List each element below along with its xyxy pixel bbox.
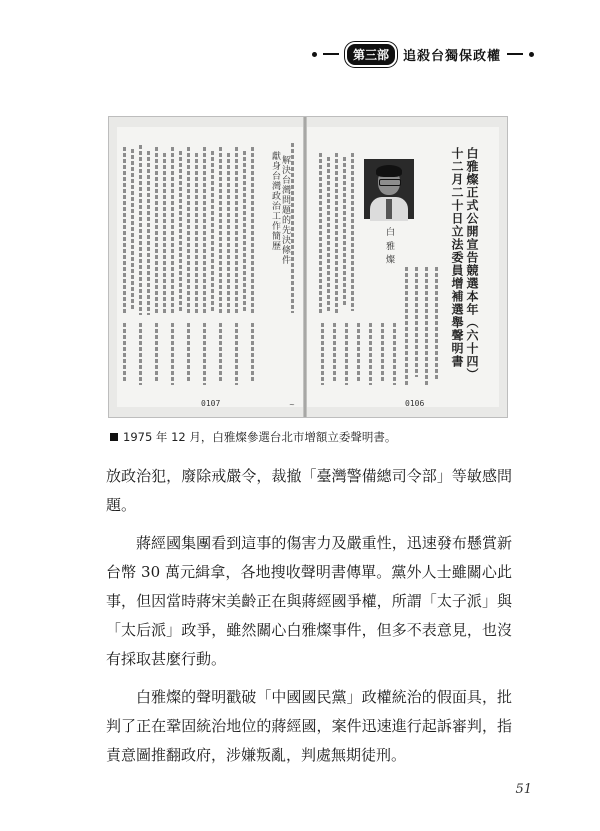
scan-text-column — [139, 145, 142, 315]
scan-page-number-left: 0107 — [201, 399, 221, 408]
scan-text-column — [171, 323, 174, 385]
paragraph: 放政治犯，廢除戒嚴令，裁撤「臺灣警備總司令部」等敏感問題。 — [106, 467, 512, 514]
scan-text-column — [187, 147, 190, 315]
program-heading: 解決台灣問題的先決條件 — [280, 155, 290, 265]
header-right-rule — [507, 53, 523, 55]
scan-text-column — [203, 323, 206, 385]
scan-text-column — [179, 151, 182, 313]
scan-text-column — [251, 147, 254, 315]
photo-hair — [376, 165, 402, 177]
scan-text-column — [369, 323, 372, 385]
paragraph: 白雅燦的聲明戳破「中國國民黨」政權統治的假面具，批判了正在鞏固統治地位的蔣經國，案件迅速進行起訴審判，指責意圖推翻政府，涉嫌叛亂，判處無期徒刑。 — [106, 688, 512, 764]
scan-text-column — [155, 323, 158, 381]
scan-text-column — [163, 153, 166, 313]
scan-text-column — [139, 323, 142, 385]
scan-text-column — [345, 323, 348, 385]
scan-text-column — [327, 157, 330, 313]
statement-title: 白雅燦正式公開宣告競選本年（六十四）十二月二十日立法委員增補選舉聲明書 — [450, 147, 479, 381]
caption-square-icon — [110, 433, 118, 441]
scan-text-column — [219, 323, 222, 381]
caption-text: 1975 年 12 月，白雅燦參選台北市增額立委聲明書。 — [123, 430, 397, 444]
scan-text-column — [187, 323, 190, 383]
body-text — [106, 462, 512, 770]
scan-text-column — [425, 267, 428, 385]
scan-text-column — [251, 323, 254, 383]
scan-text-column — [227, 153, 230, 313]
scan-text-column — [319, 153, 322, 313]
figure-caption — [110, 429, 396, 445]
header-left-dot — [312, 52, 317, 57]
photo-glasses — [379, 179, 401, 186]
scan-text-column — [393, 323, 396, 385]
scan-text-column — [123, 323, 126, 383]
paragraph: 蔣經國集團看到這事的傷害力及嚴重性，迅速發布懸賞新台幣 30 萬元緝拿，各地搜收聲明書傳單。黨外人士雖關心此事，但因當時蔣宋美齡正在與蔣經國爭權，所謂「太子派」與「太后派」政爭，雖然關心白雅燦事件，但多不表意見，也沒有採取甚麼行動。 — [106, 534, 512, 668]
scan-text-column — [415, 267, 418, 377]
photo-tie — [386, 199, 392, 219]
scan-text-column — [155, 147, 158, 315]
scan-text-column — [243, 151, 246, 313]
scan-text-column — [321, 323, 324, 385]
scan-text-column — [333, 323, 336, 381]
scan-text-column — [381, 323, 384, 381]
scan-text-column — [171, 147, 174, 313]
handwritten-mark: ~ — [289, 401, 295, 409]
scan-text-column — [211, 151, 214, 313]
scan-text-column — [351, 153, 354, 311]
page-number: 51 — [515, 782, 532, 797]
scan-text-column — [147, 151, 150, 315]
header-right-dot — [529, 52, 534, 57]
candidate-photo — [364, 159, 414, 219]
scanned-document-figure — [108, 116, 508, 418]
scan-text-column — [203, 147, 206, 313]
part-badge: 第三部 — [345, 42, 397, 67]
scan-page-fold — [303, 117, 307, 417]
scan-text-column — [123, 147, 126, 315]
scan-text-column — [235, 323, 238, 385]
section-title: 追殺台獨保政權 — [402, 48, 501, 64]
candidate-name: 白 雅 燦 — [384, 227, 394, 265]
scan-text-column — [405, 267, 408, 385]
scan-text-column — [357, 323, 360, 383]
scan-text-column — [235, 147, 238, 313]
header-left-rule — [323, 53, 339, 55]
scan-text-column — [435, 267, 438, 379]
scan-text-column — [131, 149, 134, 309]
career-summary-heading: 獻身台灣政治工作簡歷 — [270, 151, 280, 251]
running-header — [312, 44, 534, 64]
scan-text-column — [195, 153, 198, 313]
scan-page-number-right: 0106 — [405, 399, 425, 408]
scan-text-column — [219, 147, 222, 315]
scan-text-column — [335, 153, 338, 313]
scan-text-column — [343, 157, 346, 307]
